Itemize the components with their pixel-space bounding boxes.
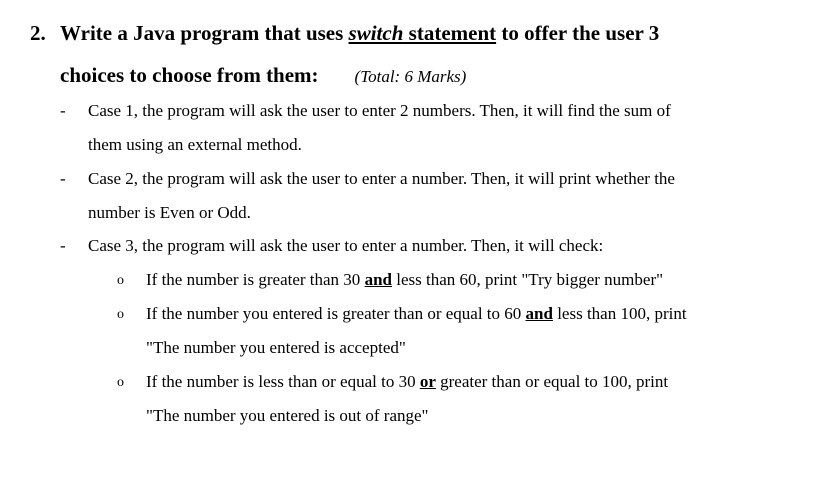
bullet-1-keyword: and <box>364 270 392 289</box>
bullet-marker-2: o <box>117 307 124 322</box>
question-line2-text: choices to choose from them: <box>60 63 319 87</box>
case3-dash: - <box>60 236 66 255</box>
case1-line2: them using an external method. <box>88 135 302 154</box>
bullet-marker-1: o <box>117 273 124 288</box>
bullet-3-line1 <box>146 372 668 392</box>
question-heading-line1 <box>30 21 659 46</box>
question-text-after: to offer the user 3 <box>496 21 660 45</box>
bullet-2-line1 <box>146 304 687 324</box>
case2-dash: - <box>60 169 66 188</box>
bullet-1-line1 <box>146 270 663 290</box>
bullet-1-text-a: If the number is greater than 30 <box>146 270 365 289</box>
bullet-2-text-b: less than 100, print <box>552 304 687 323</box>
bullet-marker-3: o <box>117 375 124 390</box>
case3-line1: Case 3, the program will ask the user to enter a number. Then, it will check: <box>88 236 604 255</box>
bullet-2-line2: "The number you entered is accepted" <box>146 338 406 357</box>
bullet-3-text-a: If the number is less than or equal to 30 <box>146 372 420 391</box>
bullet-3-keyword: or <box>419 372 436 391</box>
question-number: 2. <box>30 21 46 45</box>
total-marks: (Total: 6 Marks) <box>354 67 467 86</box>
case1-line1: Case 1, the program will ask the user to enter 2 numbers. Then, it will find the sum of <box>88 101 671 120</box>
bullet-2-text-a: If the number you entered is greater than or equal to 60 <box>146 304 526 323</box>
bullet-2-keyword: and <box>525 304 553 323</box>
statement-word: statement <box>403 21 497 45</box>
case2-line2: number is Even or Odd. <box>88 203 251 222</box>
question-text-before: Write a Java program that uses <box>60 21 349 45</box>
bullet-3-text-b: greater than or equal to 100, print <box>435 372 669 391</box>
bullet-1-text-b: less than 60, print "Try bigger number" <box>391 270 664 289</box>
switch-keyword: switch <box>348 21 404 45</box>
case2-line1: Case 2, the program will ask the user to enter a number. Then, it will print whether the <box>88 169 675 188</box>
bullet-3-line2: "The number you entered is out of range" <box>146 406 429 425</box>
question-heading-line2 <box>60 63 466 88</box>
case1-dash: - <box>60 101 66 120</box>
